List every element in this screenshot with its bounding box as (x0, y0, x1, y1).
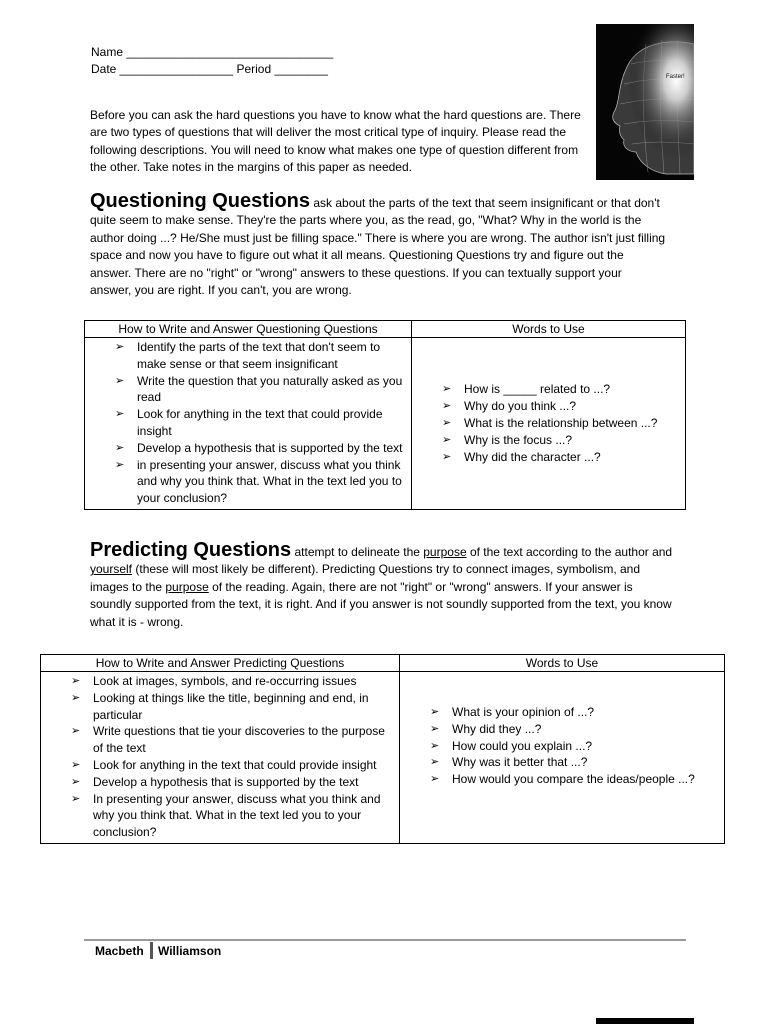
list-item: ➢ Why do you think ...? (442, 399, 577, 414)
arrowhead-bullet-icon: ➢ (115, 458, 125, 471)
arrowhead-bullet-icon: ➢ (442, 450, 452, 463)
arrowhead-bullet-icon: ➢ (115, 441, 125, 454)
list-item: ➢ Identify the parts of the text that don't seem to make sense or that seem insignificant (115, 340, 381, 371)
date-period-field-line: Date _________________ Period ________ (91, 62, 328, 76)
footer-left-text: Macbeth (95, 944, 144, 958)
questioning-body: ask about the parts of the text that seem insignificant or that don't quite seem to make sense. They're the parts where you, as the read, go, "What? Why in the world is the author doing ...? He/She must just be filling space." There is where you are wrong. The author isn't just filling space and now you have to figure out what it all means. Questioning Questions try and figure out the answer. There are no "right" or "wrong" answers to these questions. If you can textually support your answer, you are right. If you can't, you are wrong. (90, 196, 666, 298)
predicting-words-list (430, 704, 720, 788)
brain-wireframe-head-icon (596, 24, 694, 180)
predicting-table-head-steps: How to Write and Answer Predicting Questions (41, 655, 400, 672)
questioning-table-head-words: Words to Use (412, 321, 686, 338)
brain-caption: Faster! (666, 74, 685, 80)
questioning-steps-list (115, 339, 407, 507)
arrowhead-bullet-icon: ➢ (442, 433, 452, 446)
purpose-underlined: purpose (165, 579, 209, 594)
arrowhead-bullet-icon: ➢ (430, 739, 440, 752)
footer-right-text: Williamson (158, 944, 222, 958)
arrowhead-bullet-icon: ➢ (71, 792, 81, 805)
arrowhead-bullet-icon: ➢ (442, 417, 452, 430)
arrowhead-bullet-icon: ➢ (115, 374, 125, 387)
predicting-steps-list (71, 673, 395, 841)
list-item: ➢ Why was it better that ...? (430, 755, 588, 770)
arrowhead-bullet-icon: ➢ (430, 773, 440, 786)
purpose-underlined: purpose (423, 545, 467, 559)
arrowhead-bullet-icon: ➢ (442, 383, 452, 396)
list-item: ➢ What is your opinion of ...? (430, 705, 595, 719)
list-item: ➢ How is _____ related to ...? (442, 382, 611, 397)
next-page-image-edge (596, 1018, 694, 1024)
arrowhead-bullet-icon: ➢ (430, 706, 440, 718)
yourself-underlined: yourself (90, 562, 133, 577)
name-field-line: Name _______________________________ (91, 45, 334, 59)
footer-rule (84, 939, 686, 941)
questioning-section (90, 190, 666, 299)
list-item: ➢ Look for anything in the text that could provide insight (71, 757, 377, 772)
predicting-steps-cell (41, 672, 400, 844)
predicting-section: Predicting Questions attempt to delineate the purpose of the text according to the author and yourself (these will most likely be different). Predicting Questions try to connect images, symbolism, and images to the purpose of the reading. Again, there are not "right" or "wrong" answers. If your answer is soundly supported from the text, it is right. And if you answer is not soundly supported from the text, you know what it is - wrong. (90, 539, 673, 629)
predicting-table (40, 654, 725, 844)
list-item: ➢ How would you compare the ideas/people ...? (430, 772, 695, 787)
arrowhead-bullet-icon: ➢ (71, 725, 81, 738)
questioning-title: Questioning Questions (90, 190, 311, 212)
questioning-table-head-steps: How to Write and Answer Questioning Questions (85, 321, 412, 338)
list-item: ➢ Why did the character ...? (442, 449, 601, 464)
list-item: ➢ Look for anything in the text that could provide insight (115, 407, 383, 438)
questioning-words-list (442, 381, 681, 465)
arrowhead-bullet-icon: ➢ (430, 756, 440, 769)
arrowhead-bullet-icon: ➢ (71, 775, 81, 788)
footer-divider (150, 942, 153, 959)
questioning-table (84, 320, 686, 510)
arrowhead-bullet-icon: ➢ (115, 341, 125, 353)
list-item: ➢ Why did they ...? (430, 721, 542, 736)
list-item: ➢ What is the relationship between ...? (442, 416, 658, 431)
questioning-steps-cell (85, 338, 412, 510)
list-item: ➢ How could you explain ...? (430, 738, 593, 753)
list-item: ➢ Looking at things like the title, beginning and end, in particular (71, 690, 369, 722)
list-item: ➢ Look at images, symbols, and re-occurring issues (71, 674, 357, 688)
list-item: ➢ Write the question that you naturally asked as you read (115, 373, 403, 405)
list-item: ➢ in presenting your answer, discuss what you think and why you think that. What in the text led you to your conclusion? (115, 457, 402, 506)
arrowhead-bullet-icon: ➢ (442, 400, 452, 413)
questioning-words-cell (412, 338, 686, 510)
list-item: ➢ Write questions that tie your discoveries to the purpose of the text (71, 724, 385, 756)
brain-illustration (596, 24, 694, 180)
list-item: ➢ Why is the focus ...? (442, 432, 573, 447)
arrowhead-bullet-icon: ➢ (115, 408, 125, 421)
list-item: ➢ Develop a hypothesis that is supported by the text (71, 774, 359, 789)
predicting-words-cell (400, 672, 725, 844)
arrowhead-bullet-icon: ➢ (71, 675, 81, 687)
predicting-title: Predicting Questions (90, 539, 292, 561)
arrowhead-bullet-icon: ➢ (430, 722, 440, 735)
arrowhead-bullet-icon: ➢ (71, 691, 81, 704)
intro-paragraph: Before you can ask the hard questions you have to know what the hard questions are. There are two types of questions that will deliver the most critical type of inquiry. Please read the following descriptions. You will need to know what makes one type of question different from the other. Take notes in the margins of this paper as needed. (90, 108, 581, 175)
arrowhead-bullet-icon: ➢ (71, 758, 81, 771)
list-item: ➢ In presenting your answer, discuss what you think and why you think that. What in the text led you to your conclusion? (71, 791, 381, 840)
list-item: ➢ Develop a hypothesis that is supported by the text (115, 440, 403, 455)
predicting-table-head-words: Words to Use (400, 655, 725, 672)
